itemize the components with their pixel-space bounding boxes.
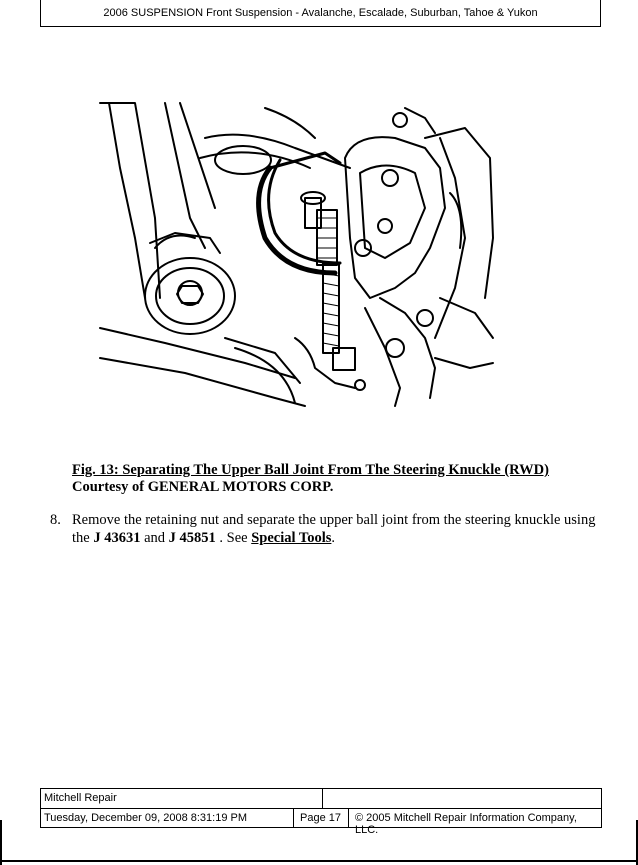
left-edge-mark xyxy=(0,820,2,865)
figure-caption xyxy=(72,462,592,496)
special-tools-link[interactable]: Special Tools xyxy=(251,530,332,546)
header-title: 2006 SUSPENSION Front Suspension - Avalanche, Escalade, Suburban, Tahoe & Yukon xyxy=(103,7,538,19)
step-text-mid: . See xyxy=(215,530,252,546)
page-footer xyxy=(40,788,602,836)
tool-j43631: J 43631 xyxy=(93,530,141,546)
page-header xyxy=(40,0,601,27)
bottom-rule xyxy=(0,860,638,862)
figure-courtesy: Courtesy of GENERAL MOTORS CORP. xyxy=(72,479,334,495)
step-text-before: Remove the retaining nut and separate the upper ball joint from the steering knuckle using the xyxy=(72,512,596,546)
footer-page: Page 17 xyxy=(294,809,349,828)
footer-publisher: Mitchell Repair xyxy=(41,789,323,808)
footer-copyright: © 2005 Mitchell Repair Information Company, LLC. xyxy=(355,812,577,836)
step-text xyxy=(72,511,600,547)
step-and: and xyxy=(140,530,169,546)
ball-joint-separator-illustration xyxy=(95,98,498,408)
figure-title: Fig. 13: Separating The Upper Ball Joint From The Steering Knuckle (RWD) xyxy=(72,462,549,478)
procedure-step xyxy=(50,511,600,547)
figure-illustration xyxy=(95,98,498,408)
step-number: 8. xyxy=(50,512,61,528)
step-text-end: . xyxy=(331,530,336,546)
tool-j45851: J 45851 xyxy=(168,530,216,546)
footer-date: Tuesday, December 09, 2008 8:31:19 PM xyxy=(41,809,294,828)
